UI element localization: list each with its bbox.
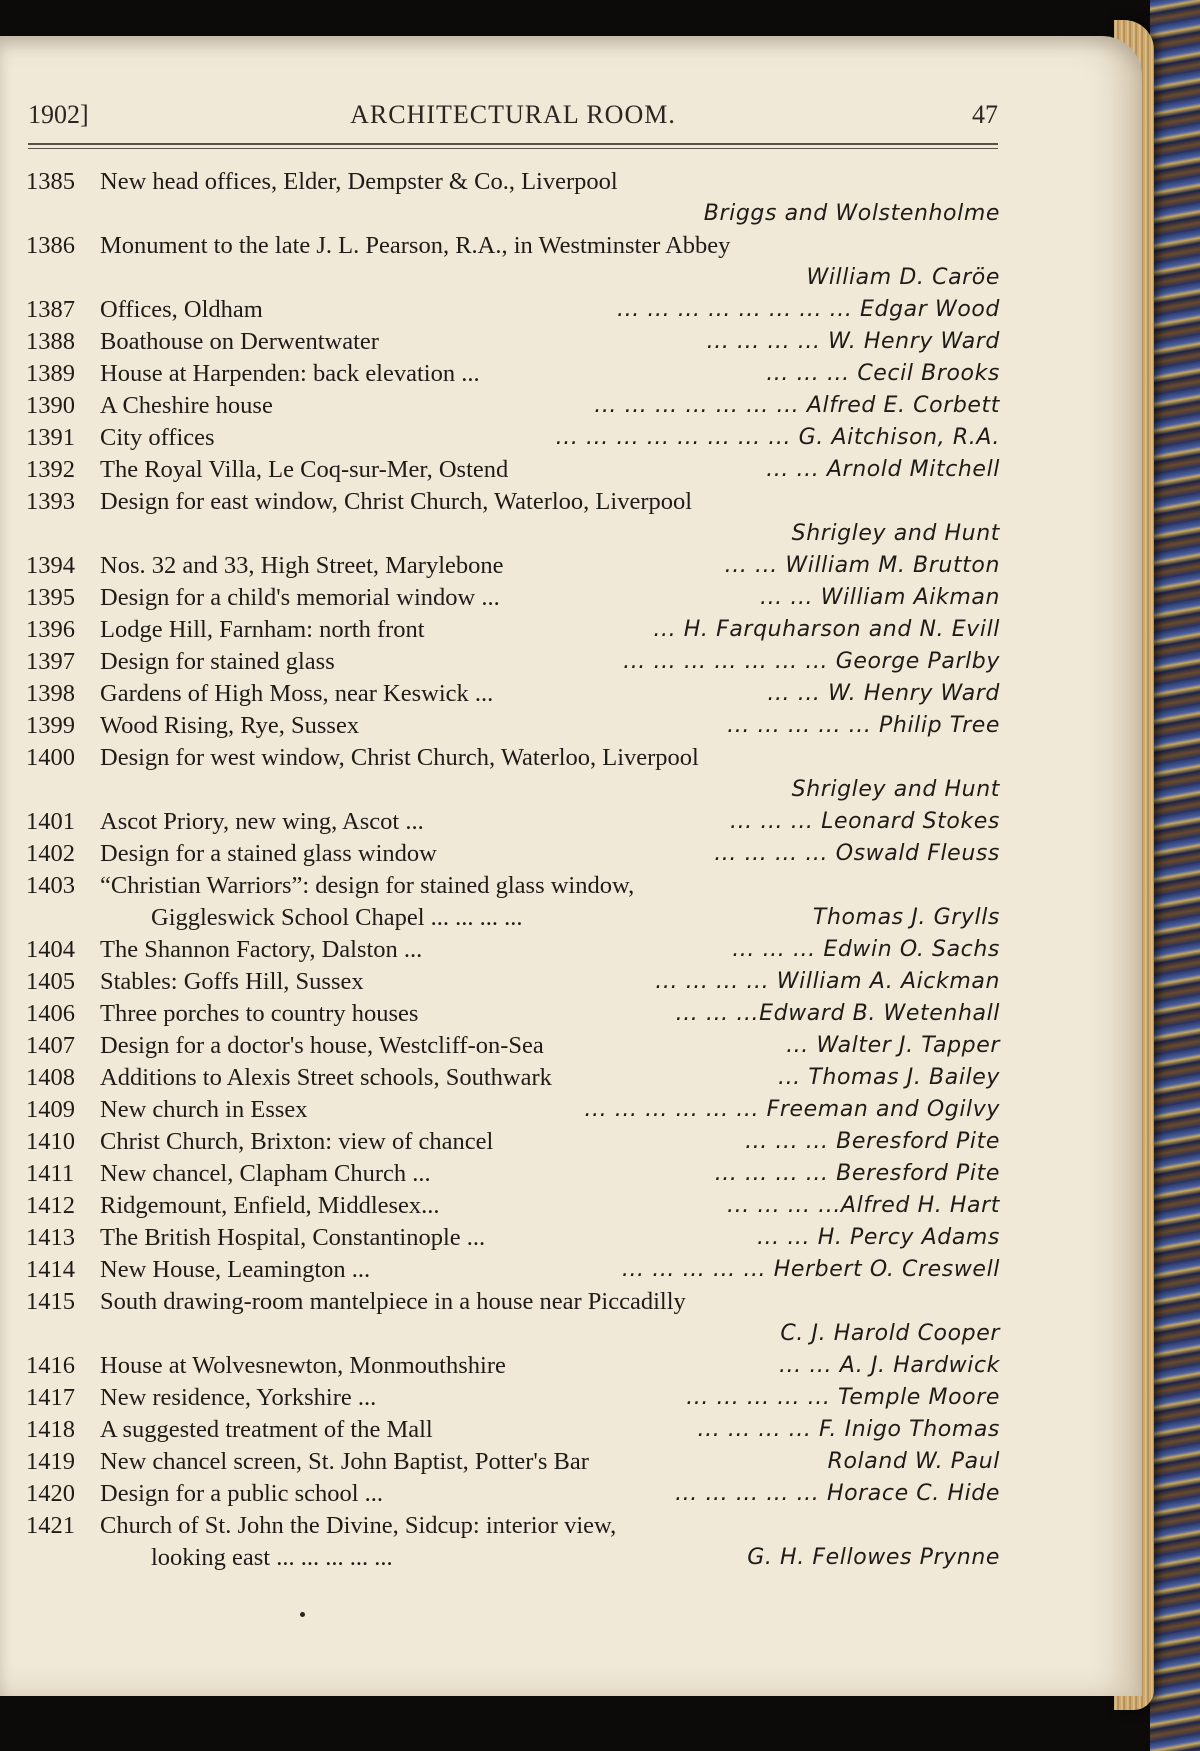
entry-architect: ... Thomas J. Bailey xyxy=(777,1065,1000,1090)
entry-number: 1389 xyxy=(26,360,75,387)
entry-architect: ... ... ... ... W. Henry Ward xyxy=(706,329,1000,354)
entry-architect: ... ... ... ...Alfred H. Hart xyxy=(727,1193,1000,1218)
entry-number: 1398 xyxy=(26,680,75,707)
header-section-title: ARCHITECTURAL ROOM. xyxy=(350,100,676,129)
entry-title: Church of St. John the Divine, Sidcup: interior view, xyxy=(100,1512,617,1539)
entry-architect: ... ... William Aikman xyxy=(759,585,1000,610)
entry-title: The Shannon Factory, Dalston ... xyxy=(100,936,423,963)
catalogue-entry xyxy=(26,1510,1000,1574)
catalogue-entry xyxy=(26,646,1000,678)
entry-architect: ... ... ... ... ... Temple Moore xyxy=(686,1385,1000,1410)
entry-title: Nos. 32 and 33, High Street, Marylebone xyxy=(100,552,504,579)
entry-number: 1403 xyxy=(26,872,75,899)
entry-title-continuation: Giggleswick School Chapel ... ... ... ... xyxy=(151,904,523,931)
entry-title: The British Hospital, Constantinople ... xyxy=(100,1224,486,1251)
entry-number: 1401 xyxy=(26,808,75,835)
entry-architect: ... ... ... Beresford Pite xyxy=(745,1129,1000,1154)
entry-title: Stables: Goffs Hill, Sussex xyxy=(100,968,364,995)
catalogue-entry xyxy=(26,1126,1000,1158)
entry-number: 1413 xyxy=(26,1224,75,1251)
entry-title: Additions to Alexis Street schools, Southwark xyxy=(100,1064,552,1091)
entry-architect: ... Walter J. Tapper xyxy=(786,1033,1000,1058)
entry-title: New chancel, Clapham Church ... xyxy=(100,1160,431,1187)
catalogue-entry xyxy=(26,1190,1000,1222)
entry-architect: ... ... ... ... ... Horace C. Hide xyxy=(675,1481,1000,1506)
entry-number: 1408 xyxy=(26,1064,75,1091)
entry-number: 1402 xyxy=(26,840,75,867)
entry-number: 1388 xyxy=(26,328,75,355)
entry-number: 1387 xyxy=(26,296,75,323)
entry-architect: ... ... ... ... ... ... Freeman and Ogilvy xyxy=(584,1097,1000,1122)
entry-title: New head offices, Elder, Dempster & Co., Liverpool xyxy=(100,168,618,195)
entry-architect: ... ... ... ... ... ... ... ... G. Aitchison, R.A. xyxy=(555,425,1000,450)
catalogue-entry xyxy=(26,390,1000,422)
entry-title: Design for a child's memorial window ... xyxy=(100,584,500,611)
catalogue-entry xyxy=(26,742,1000,806)
entry-number: 1412 xyxy=(26,1192,75,1219)
catalogue-entry xyxy=(26,422,1000,454)
entry-architect: ... ... ... ... William A. Aickman xyxy=(655,969,1000,994)
entry-architect: ... ... ... ... Oswald Fleuss xyxy=(714,841,1000,866)
catalogue-entries xyxy=(26,166,1000,1574)
catalogue-entry xyxy=(26,678,1000,710)
entry-number: 1390 xyxy=(26,392,75,419)
catalogue-entry xyxy=(26,1286,1000,1350)
marbled-book-edge xyxy=(1150,0,1200,1751)
entry-architect: ... ... Arnold Mitchell xyxy=(766,457,1000,482)
entry-architect: ... ... ... ... ... ... ... Alfred E. Corbett xyxy=(594,393,1000,418)
entry-architect: Shrigley and Hunt xyxy=(791,777,1000,802)
entry-architect: ... ... A. J. Hardwick xyxy=(778,1353,1000,1378)
entry-title: “Christian Warriors”: design for stained glass window, xyxy=(100,872,635,899)
entry-title: The Royal Villa, Le Coq-sur-Mer, Ostend xyxy=(100,456,509,483)
entry-number: 1400 xyxy=(26,744,75,771)
entry-number: 1394 xyxy=(26,552,75,579)
header-double-rule xyxy=(28,143,998,152)
entry-number: 1410 xyxy=(26,1128,75,1155)
entry-title: Design for a doctor's house, Westcliff-on-Sea xyxy=(100,1032,544,1059)
entry-architect: ... H. Farquharson and N. Evill xyxy=(653,617,1000,642)
header-year: 1902] xyxy=(28,100,89,129)
entry-architect: ... ... ... Leonard Stokes xyxy=(730,809,1000,834)
catalogue-entry xyxy=(26,550,1000,582)
entry-title: A Cheshire house xyxy=(100,392,273,419)
entry-architect: C. J. Harold Cooper xyxy=(780,1321,1000,1346)
entry-title: Wood Rising, Rye, Sussex xyxy=(100,712,360,739)
entry-title-continuation: looking east ... ... ... ... ... xyxy=(151,1544,393,1571)
catalogue-entry xyxy=(26,710,1000,742)
entry-number: 1420 xyxy=(26,1480,75,1507)
entry-title: House at Wolvesnewton, Monmouthshire xyxy=(100,1352,506,1379)
entry-title: Ridgemount, Enfield, Middlesex... xyxy=(100,1192,440,1219)
catalogue-entry xyxy=(26,230,1000,294)
entry-architect: William D. Caröe xyxy=(806,265,1000,290)
entry-number: 1395 xyxy=(26,584,75,611)
entry-number: 1416 xyxy=(26,1352,75,1379)
entry-number: 1396 xyxy=(26,616,75,643)
ink-speck xyxy=(300,1612,305,1617)
catalogue-entry xyxy=(26,1254,1000,1286)
entry-title: Design for a stained glass window xyxy=(100,840,437,867)
entry-architect: Roland W. Paul xyxy=(827,1449,1000,1474)
entry-architect: Shrigley and Hunt xyxy=(791,521,1000,546)
entry-number: 1419 xyxy=(26,1448,75,1475)
entry-number: 1397 xyxy=(26,648,75,675)
catalogue-entry xyxy=(26,582,1000,614)
catalogue-entry xyxy=(26,486,1000,550)
entry-title: Christ Church, Brixton: view of chancel xyxy=(100,1128,494,1155)
catalogue-entry xyxy=(26,966,1000,998)
entry-architect: ... ... ...Edward B. Wetenhall xyxy=(675,1001,1000,1026)
entry-architect: ... ... ... ... ... Philip Tree xyxy=(727,713,1000,738)
catalogue-entry xyxy=(26,1446,1000,1478)
entry-title: Boathouse on Derwentwater xyxy=(100,328,379,355)
entry-architect: ... ... ... ... Beresford Pite xyxy=(714,1161,1000,1186)
entry-title: Monument to the late J. L. Pearson, R.A., in Westminster Abbey xyxy=(100,232,731,259)
entry-number: 1421 xyxy=(26,1512,75,1539)
catalogue-entry xyxy=(26,1350,1000,1382)
catalogue-entry xyxy=(26,1382,1000,1414)
entry-title: Design for a public school ... xyxy=(100,1480,384,1507)
entry-architect: Thomas J. Grylls xyxy=(812,905,1000,930)
entry-number: 1392 xyxy=(26,456,75,483)
entry-number: 1404 xyxy=(26,936,75,963)
entry-number: 1385 xyxy=(26,168,75,195)
entry-architect: ... ... ... ... F. Inigo Thomas xyxy=(697,1417,1000,1442)
entry-number: 1418 xyxy=(26,1416,75,1443)
entry-number: 1406 xyxy=(26,1000,75,1027)
catalogue-entry xyxy=(26,454,1000,486)
entry-number: 1386 xyxy=(26,232,75,259)
catalogue-entry xyxy=(26,614,1000,646)
entry-number: 1399 xyxy=(26,712,75,739)
catalogue-entry xyxy=(26,806,1000,838)
catalogue-entry xyxy=(26,1030,1000,1062)
catalogue-entry xyxy=(26,358,1000,390)
entry-title: City offices xyxy=(100,424,215,451)
catalogue-entry xyxy=(26,870,1000,934)
catalogue-entry xyxy=(26,998,1000,1030)
entry-architect: ... ... William M. Brutton xyxy=(724,553,1000,578)
running-head xyxy=(28,100,998,136)
entry-architect: G. H. Fellowes Prynne xyxy=(747,1545,1000,1570)
catalogue-entry xyxy=(26,326,1000,358)
entry-title: South drawing-room mantelpiece in a house near Piccadilly xyxy=(100,1288,686,1315)
entry-number: 1411 xyxy=(26,1160,75,1187)
catalogue-entry xyxy=(26,1478,1000,1510)
entry-architect: ... ... H. Percy Adams xyxy=(756,1225,1000,1250)
entry-title: Design for stained glass xyxy=(100,648,335,675)
entry-title: New chancel screen, St. John Baptist, Potter's Bar xyxy=(100,1448,589,1475)
entry-architect: ... ... W. Henry Ward xyxy=(767,681,1000,706)
entry-number: 1407 xyxy=(26,1032,75,1059)
entry-title: A suggested treatment of the Mall xyxy=(100,1416,433,1443)
entry-title: Gardens of High Moss, near Keswick ... xyxy=(100,680,494,707)
entry-title: Three porches to country houses xyxy=(100,1000,419,1027)
entry-title: New residence, Yorkshire ... xyxy=(100,1384,377,1411)
entry-architect: ... ... ... Cecil Brooks xyxy=(766,361,1000,386)
entry-number: 1393 xyxy=(26,488,75,515)
catalogue-entry xyxy=(26,934,1000,966)
entry-number: 1417 xyxy=(26,1384,75,1411)
catalogue-entry xyxy=(26,1094,1000,1126)
entry-title: Ascot Priory, new wing, Ascot ... xyxy=(100,808,424,835)
entry-architect: ... ... ... Edwin O. Sachs xyxy=(732,937,1000,962)
entry-title: New church in Essex xyxy=(100,1096,308,1123)
entry-title: Offices, Oldham xyxy=(100,296,263,323)
catalogue-entry xyxy=(26,1062,1000,1094)
catalogue-entry xyxy=(26,294,1000,326)
entry-number: 1414 xyxy=(26,1256,75,1283)
catalogue-entry xyxy=(26,1222,1000,1254)
entry-number: 1405 xyxy=(26,968,75,995)
entry-architect: ... ... ... ... ... ... ... ... Edgar Wood xyxy=(617,297,1000,322)
catalogue-entry xyxy=(26,1414,1000,1446)
entry-architect: ... ... ... ... ... ... ... George Parlby xyxy=(623,649,1000,674)
catalogue-entry xyxy=(26,166,1000,230)
page-number: 47 xyxy=(972,100,998,129)
catalogue-entry xyxy=(26,1158,1000,1190)
entry-title: Design for west window, Christ Church, Waterloo, Liverpool xyxy=(100,744,699,771)
entry-number: 1391 xyxy=(26,424,75,451)
entry-title: Design for east window, Christ Church, Waterloo, Liverpool xyxy=(100,488,693,515)
entry-number: 1415 xyxy=(26,1288,75,1315)
entry-title: House at Harpenden: back elevation ... xyxy=(100,360,480,387)
entry-title: New House, Leamington ... xyxy=(100,1256,371,1283)
entry-number: 1409 xyxy=(26,1096,75,1123)
catalogue-entry xyxy=(26,838,1000,870)
entry-title: Lodge Hill, Farnham: north front xyxy=(100,616,425,643)
entry-architect: ... ... ... ... ... Herbert O. Creswell xyxy=(621,1257,1000,1282)
entry-architect: Briggs and Wolstenholme xyxy=(703,201,1000,226)
